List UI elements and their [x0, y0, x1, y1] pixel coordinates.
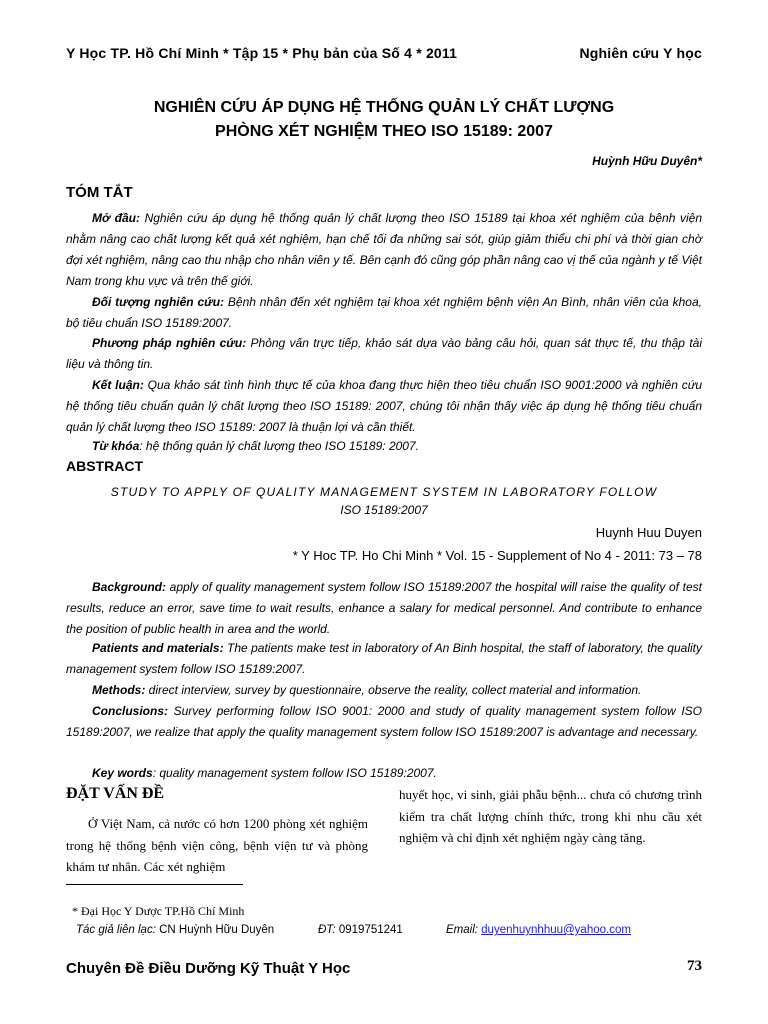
summary-label: Phương pháp nghiên cứu: [92, 336, 247, 350]
contact-name: CN Huỳnh Hữu Duyên [155, 924, 275, 936]
summary-text: Phỏng vấn trực tiếp, khảo sát dựa vào bảng câu hỏi, quan sát thực tế, thu thập tài liệu và thông tin. [66, 336, 702, 371]
abstract-paragraph-keywords [66, 763, 702, 784]
summary-label: Mở đầu: [92, 211, 140, 225]
abstract-text: The patients make test in laboratory of An Binh hospital, the staff of laboratory, the quality management system follow ISO 15189:2007. [66, 641, 702, 676]
abstract-paragraph-patients [66, 638, 702, 680]
article-title-line-2: PHÒNG XÉT NGHIỆM THEO ISO 15189: 2007 [215, 123, 553, 140]
abstract-label: Patients and materials: [92, 641, 224, 655]
summary-paragraph-keywords [66, 436, 702, 457]
running-header-right: Nghiên cứu Y học [579, 45, 702, 61]
footnote-phone [318, 924, 403, 936]
summary-text: Bệnh nhân đến xét nghiệm tại khoa xét nghiệm bệnh viện An Bình, nhân viên của khoa, bộ tiêu chuẩn ISO 15189:2007. [66, 295, 702, 330]
author-vietnamese: Huỳnh Hữu Duyên* [592, 154, 702, 168]
summary-label: Kết luận: [92, 378, 144, 392]
summary-label: Từ khóa [92, 439, 140, 453]
contact-label: Tác giả liên lạc: [76, 924, 156, 936]
abstract-paragraph-conclusions [66, 701, 702, 743]
phone-label: ĐT: [318, 924, 336, 936]
intro-left-column: Ở Việt Nam, cả nước có hơn 1200 phòng xét nghiệm trong hệ thống bệnh viện công, bệnh viện tư và phòng khám tư nhân. Các xét nghiệm [66, 816, 368, 874]
intro-right-column: huyết học, vi sinh, giải phẫu bệnh... chưa có chương trình kiểm tra chất lượng chính thức, trong khi nhu cầu xét nghiệm và chỉ định xét nghiệm ngày càng tăng. [399, 787, 702, 845]
citation: * Y Hoc TP. Ho Chi Minh * Vol. 15 - Supplement of No 4 - 2011: 73 – 78 [292, 548, 702, 563]
abstract-label: Key words [92, 766, 153, 780]
summary-paragraph-subjects [66, 292, 702, 334]
abstract-title-line-2: ISO 15189:2007 [340, 503, 428, 517]
email-label: Email: [446, 924, 478, 936]
abstract-label: Background: [92, 580, 167, 594]
author-english: Huynh Huu Duyen [595, 525, 702, 540]
abstract-text: Survey performing follow ISO 9001: 2000 and study of quality management system follow ISO 15189:2007, we realize that apply the quality management system follow ISO 15189:2007 is advantage and necessary. [66, 704, 702, 739]
abstract-paragraph-methods [66, 680, 702, 701]
article-title-line-1: NGHIÊN CỨU ÁP DỤNG HỆ THỐNG QUẢN LÝ CHẤT LƯỢNG [153, 99, 615, 116]
summary-text: Nghiên cứu áp dụng hệ thống quản lý chất lượng theo ISO 15189 tại khoa xét nghiệm của bệnh viện nhằm nâng cao chất lượng kết quả xét nghiệm, hạn chế tối đa những sai sót, giúp giảm thiểu chi phí và thời gian chờ đợi xét nghiệm, nâng cao thu nhập cho nhân viên y tế. Bên cạnh đó cũng góp phần nâng cao vị thế của ngành y tế Việt Nam trong khu vực và trên thế giới. [66, 211, 702, 288]
abstract-label: Conclusions: [92, 704, 169, 718]
running-header-left: Y Học TP. Hồ Chí Minh * Tập 15 * Phụ bản của Số 4 * 2011 [66, 45, 458, 61]
footnote-affiliation: * Đại Học Y Dược TP.Hồ Chí Minh [72, 904, 245, 918]
abstract-text: direct interview, survey by questionnaire, observe the reality, collect material and information. [145, 683, 642, 697]
footnote-contact [76, 924, 274, 936]
summary-heading: TÓM TẮT [66, 184, 133, 201]
abstract-paragraph-background [66, 577, 702, 640]
phone-number: 0919751241 [335, 924, 403, 936]
abstract-heading: ABSTRACT [66, 458, 143, 474]
summary-paragraph-conclusion [66, 375, 702, 438]
page-number: 73 [687, 958, 702, 974]
abstract-text: : quality management system follow ISO 15189:2007. [152, 766, 437, 780]
footnote-email [446, 924, 631, 936]
abstract-title-line-1: STUDY TO APPLY OF QUALITY MANAGEMENT SYSTEM IN LABORATORY FOLLOW [110, 485, 658, 499]
abstract-text: apply of quality management system follow ISO 15189:2007 the hospital will raise the quality of test results, reduce an error, save time to wait results, enhance a salary for medical personnel. And contribute to enhance the position of public health in area and the world. [66, 580, 702, 636]
abstract-label: Methods: [92, 683, 146, 697]
intro-heading: ĐẶT VẤN ĐỀ [66, 785, 165, 802]
summary-text: Qua khảo sát tình hình thực tế của khoa đang thực hiện theo tiêu chuẩn ISO 9001:2000 và nghiên cứu hệ thống tiêu chuẩn quản lý chất lượng theo ISO 15189: 2007, chúng tôi nhận thấy việc áp dụng hệ thống tiêu chuẩn quản lý chất lượng theo ISO 15189: 2007 là thuận lợi và cần thiết. [66, 378, 703, 434]
summary-paragraph-methods [66, 333, 702, 375]
summary-paragraph-intro [66, 208, 702, 292]
email-link[interactable]: duyenhuynhhuu@yahoo.com [481, 924, 631, 936]
footer-journal-name: Chuyên Đề Điều Dưỡng Kỹ Thuật Y Học [66, 960, 351, 977]
summary-text: : hệ thống quản lý chất lượng theo ISO 15189: 2007. [139, 439, 419, 453]
summary-label: Đối tượng nghiên cứu: [92, 295, 225, 309]
footnote-divider [66, 884, 243, 885]
